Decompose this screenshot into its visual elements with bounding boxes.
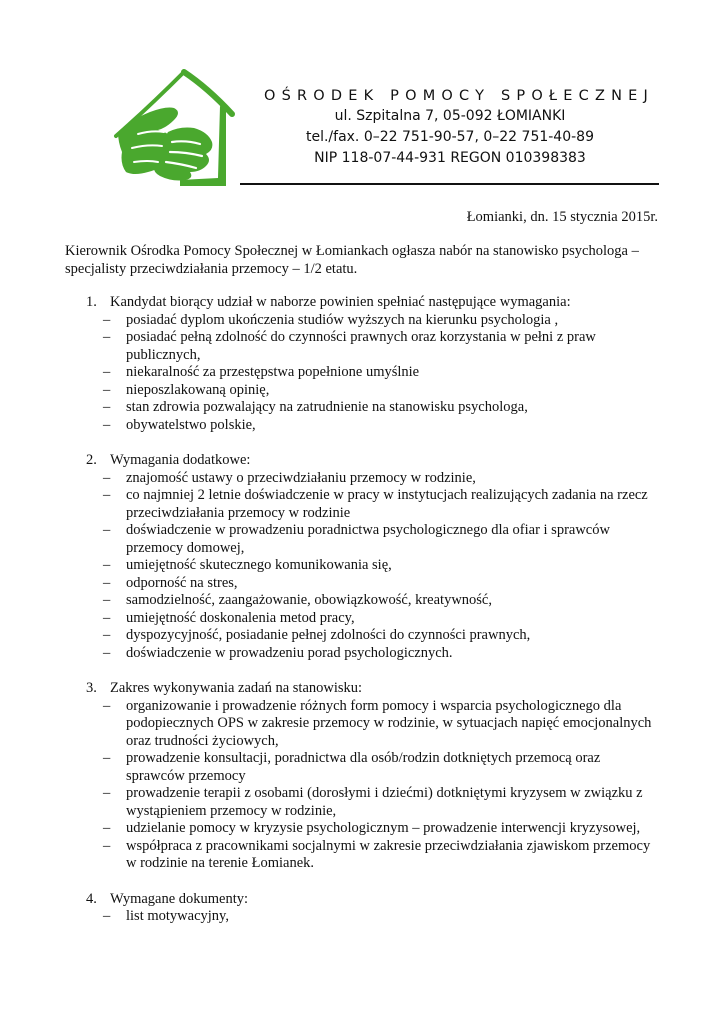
announcement-intro: Kierownik Ośrodka Pomocy Społecznej w Łomiankach ogłasza nabór na stanowisko psychologa – specjalisty przeciwdziałania przemocy – 1/2 etatu.: [65, 243, 639, 277]
dash-bullet: –: [103, 820, 111, 836]
list-item: – odporność na stres,: [103, 574, 238, 591]
dash-bullet: –: [103, 644, 111, 661]
list-item: – samodzielność, zaangażowanie, obowiązkowość, kreatywność,: [103, 592, 492, 608]
dash-bullet: –: [103, 574, 111, 591]
list-item: – prowadzenie terapii z osobami (dorosłymi i dziećmi) dotkniętymi kryzysem w związku z wystąpieniem przemocy w rodzinie,: [103, 785, 643, 819]
list-item: – list motywacyjny,: [103, 908, 229, 924]
dash-bullet: –: [103, 522, 111, 538]
section-requirements: [65, 294, 659, 434]
dash-bullet: –: [103, 399, 111, 415]
section-title: [65, 891, 659, 909]
list-item: – prowadzenie konsultacji, poradnictwa dla osób/rodzin dotkniętych przemocą oraz sprawców przemocy: [103, 750, 601, 784]
logo-roof-right: [184, 72, 232, 114]
section-additional-requirements: [65, 452, 659, 662]
dash-bullet: –: [103, 381, 111, 398]
section-title-text: Wymagane dokumenty:: [110, 890, 249, 907]
list-item: – posiadać pełną zdolność do czynności prawnych oraz korzystania w pełni z praw publicznych,: [103, 329, 596, 363]
item-list: [65, 312, 659, 435]
dash-bullet: –: [103, 557, 111, 573]
section-number: 3.: [86, 680, 97, 696]
section-title-text: Zakres wykonywania zadań na stanowisku:: [110, 680, 363, 696]
section-title: [65, 680, 659, 698]
section-title-text: Wymagania dodatkowe:: [110, 452, 251, 468]
section-number: 4.: [86, 890, 97, 907]
dash-bullet: –: [103, 364, 111, 380]
section-title: [65, 452, 659, 470]
dash-bullet: –: [103, 697, 111, 714]
list-item: – posiadać dyplom ukończenia studiów wyższych na kierunku psychologia ,: [103, 311, 559, 328]
list-item: – stan zdrowia pozwalający na zatrudnienie na stanowisku psychologa,: [103, 399, 528, 415]
list-item: – nieposzlakowaną opinię,: [103, 381, 270, 398]
list-item: – co najmniej 2 letnie doświadczenie w pracy w instytucjach realizujących zadania na rzecz przeciwdziałania przemocy w rodzinie: [103, 487, 648, 521]
list-item: – umiejętność skutecznego komunikowania się,: [103, 557, 392, 573]
list-item: – doświadczenie w prowadzeniu porad psychologicznych.: [103, 644, 453, 661]
dash-bullet: –: [103, 609, 111, 626]
dash-bullet: –: [103, 750, 111, 766]
section-number: 1.: [86, 294, 97, 310]
list-item: – udzielanie pomocy w kryzysie psychologicznym – prowadzenie interwencji kryzysowej,: [103, 820, 641, 836]
item-list: [65, 908, 659, 926]
organization-name: OŚRODEK POMOCY SPOŁECZNEJ: [264, 88, 654, 104]
dash-bullet: –: [103, 908, 111, 924]
section-title: [65, 294, 659, 312]
list-item: – znajomość ustawy o przeciwdziałaniu przemocy w rodzinie,: [103, 469, 476, 486]
item-list: [65, 470, 659, 663]
requirements-sections: [65, 294, 659, 944]
dash-bullet: –: [103, 311, 111, 328]
dash-bullet: –: [103, 592, 111, 608]
dash-bullet: –: [103, 837, 111, 854]
list-item: – niekaralność za przestępstwa popełnione umyślnie: [103, 364, 420, 380]
dash-bullet: –: [103, 785, 111, 801]
dash-bullet: –: [103, 329, 111, 345]
letterhead: [240, 86, 660, 169]
list-item: – obywatelstwo polskie,: [103, 416, 256, 433]
organization-ids: NIP 118-07-44-931 REGON 010398383: [314, 150, 586, 166]
organization-phone: tel./fax. 0–22 751-90-57, 0–22 751-40-89: [305, 129, 594, 145]
organization-address: ul. Szpitalna 7, 05-092 ŁOMIANKI: [334, 108, 566, 124]
house-with-hands-logo: [108, 68, 240, 194]
list-item: – dyspozycyjność, posiadanie pełnej zdolności do czynności prawnych,: [103, 627, 531, 643]
dash-bullet: –: [103, 469, 111, 486]
section-required-documents: [65, 891, 659, 926]
section-number: 2.: [86, 452, 97, 468]
header-divider: [240, 183, 659, 185]
dash-bullet: –: [103, 487, 111, 503]
document-date: Łomianki, dn. 15 stycznia 2015r.: [466, 209, 658, 225]
list-item: – umiejętność doskonalenia metod pracy,: [103, 609, 355, 626]
item-list: [65, 698, 659, 873]
list-item: – doświadczenie w prowadzeniu poradnictwa psychologicznego dla ofiar i sprawców przemocy domowej,: [103, 522, 610, 556]
section-scope-of-duties: [65, 680, 659, 873]
list-item: – organizowanie i prowadzenie różnych form pomocy i wsparcia psychologicznego dla podopiecznych OPS w zakresie przemocy w rodzinie, w sytuacjach napięć emocjonalnych oraz trudności życiowych,: [103, 697, 652, 749]
section-title-text: Kandydat biorący udział w naborze powinien spełniać następujące wymagania:: [110, 294, 571, 310]
dash-bullet: –: [103, 627, 111, 643]
dash-bullet: –: [103, 416, 111, 433]
list-item: – współpraca z pracownikami socjalnymi w zakresie przeciwdziałania zjawiskom przemocy w rodzinie na terenie Łomianek.: [103, 837, 651, 871]
